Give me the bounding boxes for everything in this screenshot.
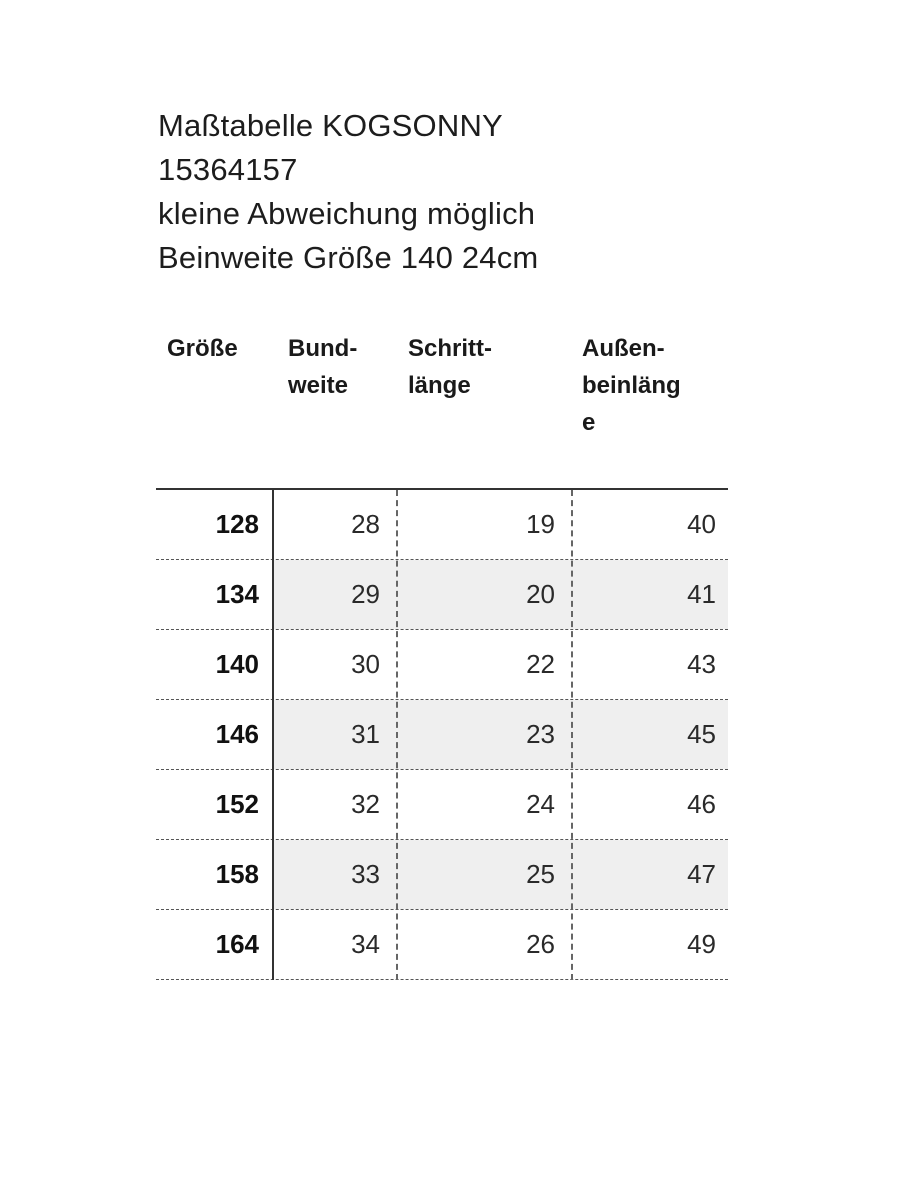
table-row [156,770,728,840]
header-inseam-length-line2: länge [408,372,471,399]
table-row [156,560,728,630]
size-column-divider [272,490,274,980]
waist-width-cell: 33 [351,859,380,889]
column-divider [571,490,573,980]
header-inseam-length [408,330,558,404]
header-outseam-length [582,330,722,441]
table-body [156,488,728,980]
column-divider [396,490,398,980]
waist-width-cell: 32 [351,789,380,819]
waist-width-cell: 34 [351,929,380,959]
outseam-length-cell: 43 [687,649,716,679]
inseam-length-cell: 25 [526,859,555,889]
deviation-note: kleine Abweichung möglich [158,196,536,231]
header-waist-width-line2: weite [288,372,349,399]
size-cell: 158 [215,859,259,889]
outseam-length-cell: 45 [687,719,716,749]
size-cell: 164 [215,929,259,959]
outseam-length-cell: 46 [687,789,716,819]
outseam-length-cell: 41 [687,579,716,609]
header-outseam-length-line2: beinläng [582,372,681,399]
table-row [156,490,728,560]
size-cell: 146 [215,719,259,749]
table-row [156,630,728,700]
inseam-length-cell: 26 [526,929,555,959]
outseam-length-cell: 47 [687,859,716,889]
inseam-length-cell: 19 [526,509,555,539]
header-outseam-length-line3: e [582,409,596,436]
title-line: Maßtabelle KOGSONNY [158,108,503,143]
header-outseam-length-line1: Außen- [582,335,665,362]
size-table [156,330,728,980]
header-waist-width [288,330,398,404]
inseam-length-cell: 20 [526,579,555,609]
article-number: 15364157 [158,152,298,187]
table-header [156,330,728,488]
outseam-length-cell: 49 [687,929,716,959]
table-row [156,910,728,980]
table-row [156,700,728,770]
inseam-length-cell: 24 [526,789,555,819]
table-row [156,840,728,910]
outseam-length-cell: 40 [687,509,716,539]
header-waist-width-line1: Bund- [288,335,358,362]
inseam-length-cell: 23 [526,719,555,749]
size-cell: 152 [215,789,259,819]
document-heading [158,104,538,280]
inseam-length-cell: 22 [526,649,555,679]
header-size: Größe [167,335,238,362]
waist-width-cell: 30 [351,649,380,679]
size-cell: 140 [215,649,259,679]
size-cell: 134 [215,579,259,609]
waist-width-cell: 31 [351,719,380,749]
leg-width-note: Beinweite Größe 140 24cm [158,240,539,275]
waist-width-cell: 28 [351,509,380,539]
size-cell: 128 [215,509,259,539]
waist-width-cell: 29 [351,579,380,609]
header-inseam-length-line1: Schritt- [408,335,492,362]
